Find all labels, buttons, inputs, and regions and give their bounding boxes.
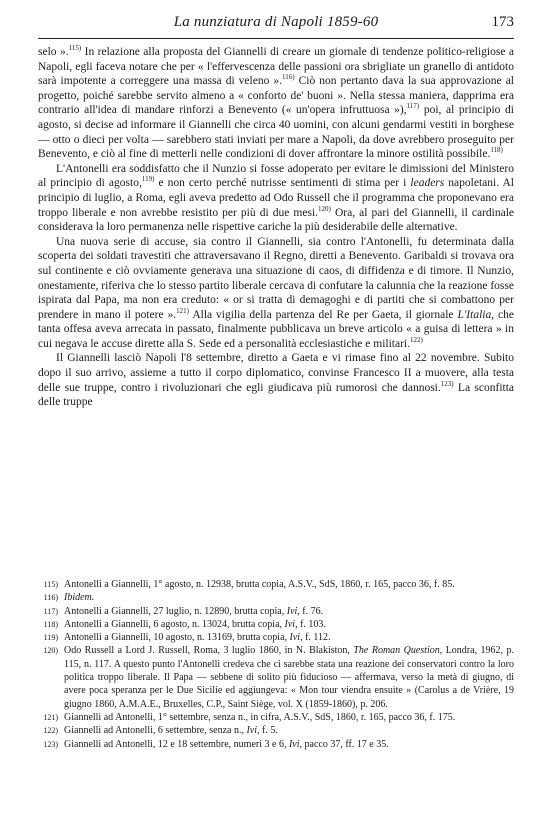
text-run: Giannelli ad Antonelli, 12 e 18 settembre, numeri 3 e 6, <box>64 738 289 750</box>
footnote-ref: 121) <box>176 306 190 315</box>
footnote-text <box>64 618 514 631</box>
footnote <box>38 724 514 737</box>
paragraph <box>38 351 514 409</box>
footnote <box>38 631 514 644</box>
footnote-text <box>64 631 514 644</box>
text-run: , f. 103. <box>295 618 326 630</box>
header-rule <box>38 38 514 39</box>
page-number: 173 <box>491 14 514 30</box>
footnote-number: 120) <box>43 646 58 656</box>
footnote-ref: 116) <box>282 73 295 82</box>
footnote <box>38 605 514 618</box>
italic-text: leaders <box>410 177 445 190</box>
text-run: napoletani. Al principio di luglio, a Roma, egli aveva predetto ad Odo Russell che il programma che proponevano era troppo liberale e non avrebbe resistito per più di due mesi. <box>38 177 514 219</box>
footnote-number: 121) <box>43 712 58 722</box>
footnote-marker <box>38 711 64 724</box>
footnote-ref: 123) <box>440 379 454 388</box>
text-run: In relazione alla proposta del Giannelli di creare un giornale di tendenze politico-religiose a Napoli, egli faceva notare che per « l'effervescenza delle passioni ora sbrigliate un granello di antidoto sarà impotente a correggere una massa di veleno ». <box>38 46 514 88</box>
running-header <box>38 14 514 36</box>
text-run: Una nuova serie di accuse, sia contro il Giannelli, sia contro l'Antonelli, fu determinata dalla scoperta dei soldati travestiti che attraversavano il Regno, diretti a Benevento. Garibaldi si trovava ora sul continente e ciò ovviamente generava una situazione di caos, di diffidenza e di timore. Il Nunzio, onestamente, riferiva che lo stesso partito liberale cercava di confutare la calunnia che la reazione fosse ispirata dal Papa, ma non era creduto: « or si tratta di demagoghi e di partiti che si combattono per prendere in mano il potere ». <box>38 235 514 321</box>
footnote-marker <box>38 738 64 751</box>
italic-text: Ivi <box>246 725 257 737</box>
footnote-text <box>64 738 514 751</box>
footnote <box>38 738 514 751</box>
footnote-ref: 118) <box>490 146 503 155</box>
footnote-marker <box>38 618 64 631</box>
italic-text: Ivi <box>289 632 301 644</box>
text-run: , f. 76. <box>297 605 324 617</box>
text-run: Giannelli ad Antonelli, 1° settembre, senza n., in cifra, A.S.V., SdS, 1860, r. 165, pacco 36, f. 175. <box>64 711 456 723</box>
footnote-number: 122) <box>43 726 58 736</box>
footnote-text <box>64 578 514 591</box>
text-run: , pacco 37, ff. 17 e 35. <box>299 738 389 750</box>
footnote <box>38 591 514 604</box>
text-run: Il Giannelli lasciò Napoli l'8 settembre, diretto a Gaeta e vi rimase fino al 22 novembre. Subito dopo il suo arrivo, assieme a tutto il corpo diplomatico, convinse Francesco II a muovere, alla testa delle sue truppe, contro i rivoluzionari che egli giudicava più rumorosi che dannosi. <box>38 352 514 394</box>
footnote-text <box>64 605 514 618</box>
text-run: , f. 112. <box>300 632 331 644</box>
text-run: Odo Russell a Lord J. Russell, Roma, 3 luglio 1860, in N. Blakiston, <box>64 645 354 657</box>
text-run: , f. 5. <box>257 725 278 737</box>
footnote-marker <box>38 631 64 644</box>
paragraph <box>38 45 514 162</box>
text-run: Giannelli ad Antonelli, 6 settembre, senza n., <box>64 725 247 737</box>
footnote-marker <box>38 644 64 710</box>
footnote-ref: 115) <box>68 44 82 53</box>
text-run: e non certo perché nutrisse sentimenti di stima per i <box>154 177 411 190</box>
footnote-ref: 122) <box>409 336 423 345</box>
text-run: , che tanta offesa aveva arrecata in passato, finalmente pubblicava un breve articolo « a guisa di lettera » in cui negava le accuse dirette alla S. Sede ed a personalità ecclesiastiche e militari. <box>38 308 515 350</box>
paragraph <box>38 162 514 235</box>
footnotes <box>38 578 514 751</box>
text-run: , Londra, 1962, p. 115, n. 117. A questo punto l'Antonelli credeva che ci sarebbe stata una reazione dei conservatori contro la loro politica troppo liberale. Il Papa — sebbene di solito più fiducioso — affermava, verso la metà di giugno, di avere poca speranza per le Due Sicilie ed aggiungeva: « Mon tour viendra ensuite » (Carolus a de Vrière, 19 giugno 1860, A.M.A.E., Bruxelles, C.P., Saint Siège, vol. X (1859-1860), p. 206. <box>64 645 514 710</box>
body-text <box>38 45 514 410</box>
footnote-marker <box>38 605 64 618</box>
italic-text: The Roman Question <box>353 645 440 657</box>
footnote-number: 115) <box>43 580 58 589</box>
footnote <box>38 578 514 591</box>
footnote-number: 116) <box>43 593 58 603</box>
footnote-text <box>64 644 514 710</box>
footnote-number: 123) <box>43 739 58 749</box>
text-run: L'Antonelli era soddisfatto che il Nunzio si fosse adoperato per evitare le dimissioni del Ministero al principio di agosto, <box>38 162 514 190</box>
text-run: Antonelli a Giannelli, 27 luglio, n. 12890, brutta copia, <box>64 605 287 617</box>
text-run: Antonelli a Giannelli, 1° agosto, n. 12938, brutta copia, A.S.V., SdS, 1860, r. 165, pacco 36, f. 85. <box>64 579 455 590</box>
footnote <box>38 644 514 710</box>
italic-text: Ivi <box>284 618 296 630</box>
footnote-marker <box>38 724 64 737</box>
paragraph <box>38 235 514 352</box>
italic-text: Ivi <box>288 738 300 750</box>
footnote-ref: 120) <box>318 204 331 213</box>
footnote-marker <box>38 591 64 604</box>
text-run: Antonelli a Giannelli, 6 agosto, n. 13024, brutta copia, <box>64 618 285 630</box>
footnote-ref: 117) <box>406 102 420 111</box>
text-run: Antonelli a Giannelli, 10 agosto, n. 13169, brutta copia, <box>64 632 290 644</box>
italic-text: Ibidem. <box>64 592 95 604</box>
italic-text: Ivi <box>286 605 298 617</box>
footnote-text <box>64 724 514 737</box>
footnote-number: 118) <box>43 619 58 629</box>
text-run: poi, al principio di agosto, si decise ad informare il Giannelli che circa 40 uomini, con alcuni gendarmi vestiti in borghese — otto o dieci per volta — sarebbero stati inviati per mare a Napoli, da dove avrebbero proseguito per Benevento, e ciò al fine di metterli nelle condizioni di dover affrontare la minore ostilità possibile. <box>38 104 514 161</box>
text-run: selo ». <box>38 46 69 58</box>
footnote-text <box>64 591 514 604</box>
running-title: La nunziatura di Napoli 1859-60 <box>173 14 379 30</box>
footnote-text <box>64 711 514 724</box>
footnote-marker <box>38 578 64 591</box>
text-run: Ciò non pertanto dava la sua approvazione al progetto, poiché sarebbe servito almeno a « conforto de' buoni ». Nella stessa maniera, dapprima era contrario all'idea di mandare rinforzi a Benevento (« un'opera infruttuosa »), <box>38 75 514 117</box>
footnote-ref: 119) <box>141 175 155 184</box>
italic-text: L'Italia <box>457 308 492 321</box>
footnote-number: 119) <box>43 633 58 643</box>
footnote <box>38 711 514 724</box>
footnote <box>38 618 514 631</box>
footnote-number: 117) <box>43 606 58 616</box>
text-run: Ora, al pari del Giannelli, il cardinale considerava la loro permanenza nelle rispettive cariche la più desiderabile delle alternative. <box>38 206 514 234</box>
text-run: Alla vigilia della partenza del Re per Gaeta, il giornale <box>189 308 458 321</box>
text-run: La sconfitta delle truppe <box>38 381 515 409</box>
